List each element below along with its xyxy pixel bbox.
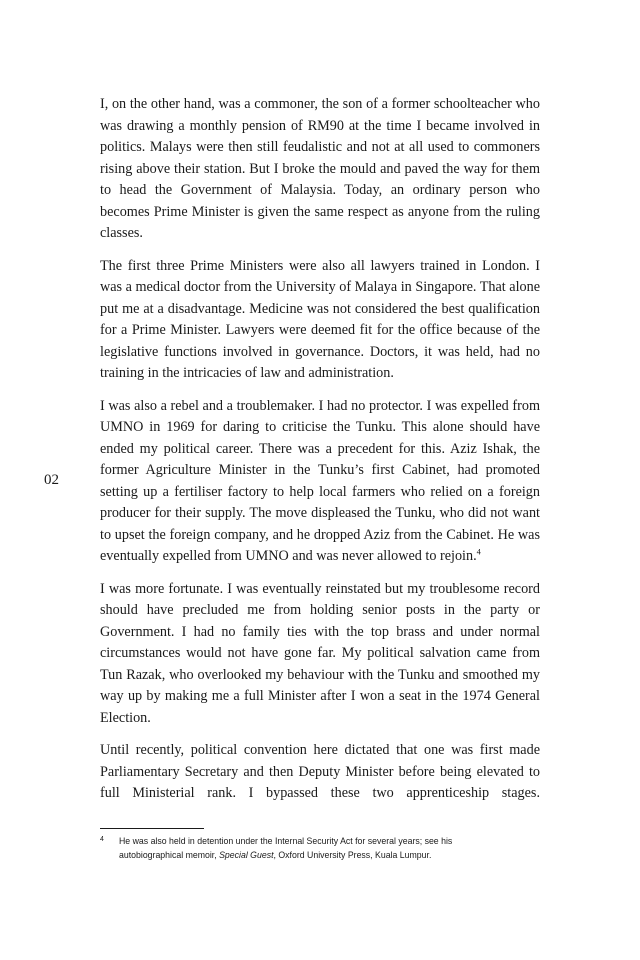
paragraph-1: I, on the other hand, was a commoner, the son of a former schoolteacher who was drawing a monthly pension of RM90 at the time I became involved in politics. Malays were then still feudalistic and not at all used to commoners rising above their station. But I broke the mould and paved the way for them to head the Government of Malaysia. Today, an ordinary person who becomes Prime Minister is given the same respect as anyone from the ruling classes. — [100, 96, 540, 241]
footnote-text-before: He was also held in detention under the Internal Security Act for several years; see his autobiographical memoir, — [119, 836, 453, 861]
footnote-text-after: , Oxford University Press, Kuala Lumpur. — [273, 849, 432, 861]
paragraph-2: The first three Prime Ministers were also all lawyers trained in London. I was a medical doctor from the University of Malaya in Singapore. That alone put me at a disadvantage. Medicine was not considered the best qualification for a Prime Minister. Lawyers were deemed fit for the office because of the legislative functions involved in governance. Doctors, it was held, had no training in the intricacies of law and administration. — [100, 257, 540, 381]
paragraph-5: Until recently, political convention here dictated that one was first made Parliamentary Secretary and then Deputy Minister before being elevated to full Ministerial rank. I bypassed these two apprenticeship stages. — [100, 742, 540, 801]
paragraph-3-text: I was also a rebel and a troublemaker. I had no protector. I was expelled from UMNO in 1969 for daring to criticise the Tunku. This alone should have ended my political career. There was a precedent for this. Aziz Ishak, the former Agriculture Minister in the Tunku’s first Cabinet, had promoted setting up a fertiliser factory to help local farmers who relied on a foreign producer for their supply. The move displeased the Tunku, who did not want to upset the foreign company, and he dropped Aziz from the Cabinet. He was eventually expelled from UMNO and was never allowed to rejoin. — [100, 397, 540, 564]
footnote-reference[interactable]: 4 — [476, 546, 481, 557]
footnote-text — [119, 835, 506, 862]
footnote-divider — [100, 828, 204, 829]
footnote — [100, 835, 540, 862]
paragraph-4: I was more fortunate. I was eventually reinstated but my troublesome record should have precluded me from holding senior posts in the party or Government. I had no family ties with the top brass and under normal circumstances would not have gone far. My political salvation came from Tun Razak, who overlooked my behaviour with the Tunku and smoothed my way up by making me a full Minister after I won a seat in the 1974 General Election. — [100, 580, 540, 726]
footnote-book-title: Special Guest — [219, 849, 274, 861]
footnote-marker: 4 — [100, 836, 104, 843]
body-text — [100, 94, 540, 816]
page-number: 02 — [44, 472, 59, 488]
paragraph-3 — [100, 396, 540, 568]
